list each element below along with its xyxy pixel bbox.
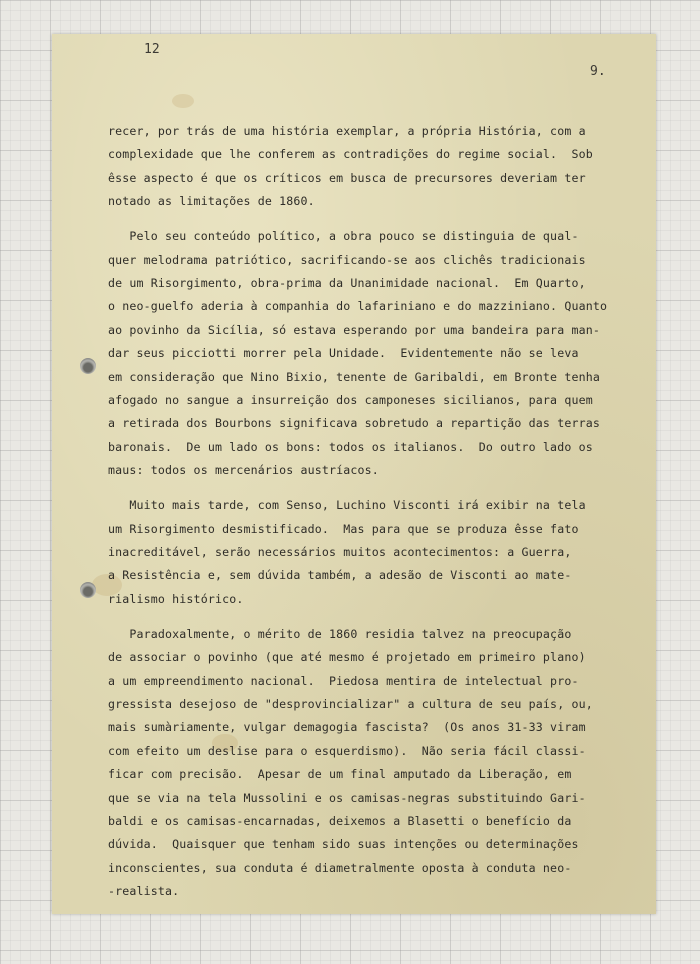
- text-line: maus: todos os mercenários austríacos.: [108, 463, 379, 478]
- paragraph-1: [108, 120, 628, 214]
- typewritten-page: [52, 34, 656, 914]
- text-line: afogado no sangue a insurreição dos camponeses sicilianos, para quem: [108, 392, 593, 407]
- page-number-left: 12: [144, 42, 160, 57]
- text-line: de associar o povinho (que até mesmo é projetado em primeiro plano): [108, 650, 586, 665]
- text-line: a Resistência e, sem dúvida também, a adesão de Visconti ao mate-: [108, 568, 572, 583]
- text-line: baldi e os camisas-encarnadas, deixemos a Blasetti o benefício da: [108, 814, 572, 828]
- text-line: ao povinho da Sicília, só estava esperando por uma bandeira para man-: [108, 322, 600, 337]
- text-line: notado as limitações de 1860.: [108, 194, 315, 209]
- text-line: Paradoxalmente, o mérito de 1860 residia talvez na preocupação: [108, 626, 572, 641]
- paragraph-2: [108, 225, 628, 482]
- text-line: a um empreendimento nacional. Piedosa mentira de intelectual pro-: [108, 673, 579, 688]
- text-line: inconscientes, sua conduta é diametralmente oposta à conduta neo-: [108, 860, 572, 875]
- text-line: gressista desejoso de "desprovincializar" a cultura de seu país, ou,: [108, 697, 593, 712]
- paragraph-3: [108, 494, 628, 611]
- text-line: mais sumàriamente, vulgar demagogia fascista? (Os anos 31-33 viram: [108, 720, 586, 735]
- punch-hole: [80, 582, 96, 598]
- text-line: com efeito um deslise para o esquerdismo). Não seria fácil classi-: [108, 743, 586, 758]
- text-line: baronais. De um lado os bons: todos os italianos. Do outro lado os: [108, 439, 593, 454]
- text-line: ficar com precisão. Apesar de um final amputado da Liberação, em: [108, 767, 572, 782]
- text-line: dar seus picciotti morrer pela Unidade. Evidentemente não se leva: [108, 346, 579, 361]
- page-number-right: 9.: [590, 64, 606, 79]
- text-line: Pelo seu conteúdo político, a obra pouco se distinguia de qual-: [108, 229, 579, 244]
- paper-stain: [172, 94, 194, 108]
- text-line: de um Risorgimento, obra-prima da Unanimidade nacional. Em Quarto,: [108, 276, 586, 291]
- text-line: dúvida. Quaisquer que tenham sido suas intenções ou determinações: [108, 837, 579, 852]
- text-line: um Risorgimento desmistificado. Mas para que se produza êsse fato: [108, 521, 579, 536]
- text-line: recer, por trás de uma história exemplar, a própria História, com a: [108, 124, 586, 138]
- text-line: que se via na tela Mussolini e os camisas-negras substituindo Gari-: [108, 790, 586, 805]
- paragraph-4: [108, 623, 628, 904]
- text-line: -realista.: [108, 884, 180, 899]
- text-line: Muito mais tarde, com Senso, Luchino Visconti irá exibir na tela: [108, 498, 586, 513]
- text-line: rialismo histórico.: [108, 591, 244, 606]
- text-line: o neo-guelfo aderia à companhia do lafariniano e do mazziniano. Quanto: [108, 299, 608, 314]
- text-line: êsse aspecto é que os críticos em busca de precursores deveriam ter: [108, 170, 586, 185]
- text-line: a retirada dos Bourbons significava sobretudo a repartição das terras: [108, 416, 600, 431]
- text-line: inacreditável, serão necessários muitos acontecimentos: a Guerra,: [108, 545, 572, 560]
- body-text: [108, 120, 628, 904]
- punch-hole: [80, 358, 96, 374]
- text-line: quer melodrama patriótico, sacrificando-se aos clichês tradicionais: [108, 252, 586, 267]
- text-line: complexidade que lhe conferem as contradições do regime social. Sob: [108, 147, 593, 162]
- text-line: em consideração que Nino Bixio, tenente de Garibaldi, em Bronte tenha: [108, 369, 600, 384]
